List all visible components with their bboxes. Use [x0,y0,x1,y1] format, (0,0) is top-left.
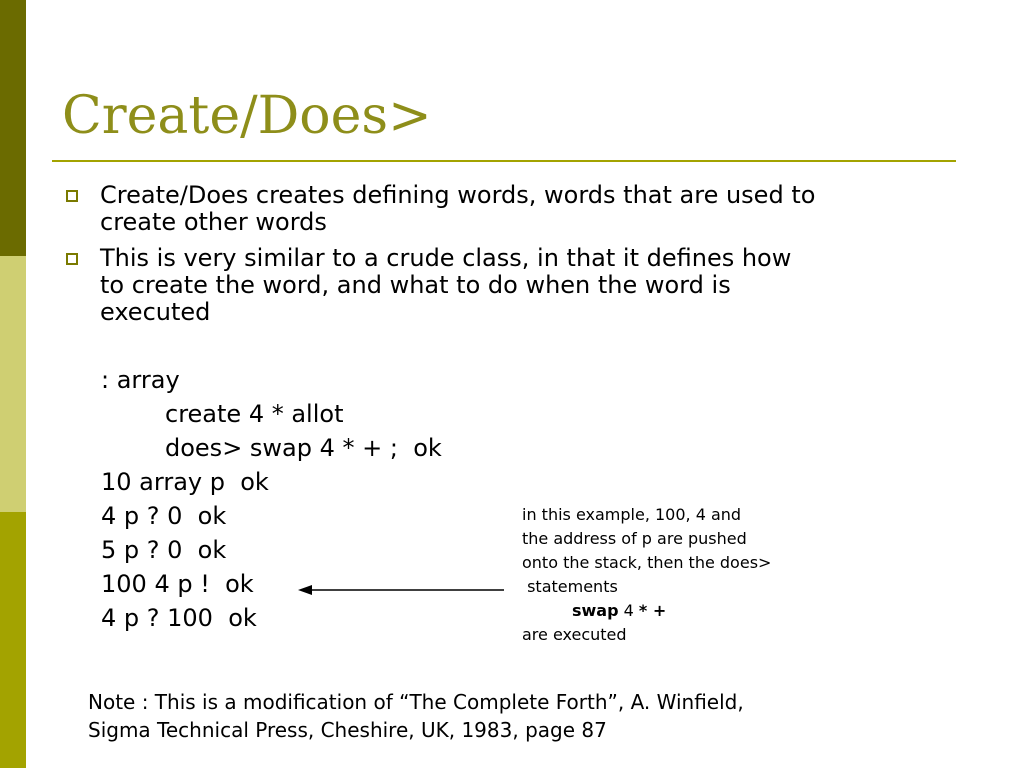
annotation-number: 4 [618,601,639,620]
bullet-line: This is very similar to a crude class, in that it defines how [100,244,792,272]
note-line: Sigma Technical Press, Cheshire, UK, 1983, page 87 [88,718,607,742]
annotation-line: the address of p are pushed [522,529,747,548]
code-line: 4 p ? 0 ok [101,502,227,530]
square-bullet-icon [66,190,78,202]
code-line: create 4 * allot [165,400,344,428]
annotation-line [522,599,771,623]
annotation-line: in this example, 100, 4 and [522,505,742,524]
code-line: 100 4 p ! ok [101,570,254,598]
code-line: does> swap 4 * + ; ok [165,434,442,462]
operator-keywords: * + [638,601,667,620]
slide-title: Create/Does> [62,86,432,146]
annotation-text [522,503,771,647]
left-stripe-mid [0,512,26,768]
bullet-item [62,182,972,236]
note-line: Note : This is a modification of “The Complete Forth”, A. Winfield, [88,690,744,714]
bullet-line: Create/Does creates defining words, words that are used to [100,181,816,209]
code-line: 4 p ? 100 ok [101,604,257,632]
annotation-line: statements [522,577,618,596]
bullet-list [62,182,972,335]
source-note [88,688,744,744]
bullet-line: to create the word, and what to do when the word is [100,271,731,299]
swap-keyword: swap [572,601,619,620]
code-line: 5 p ? 0 ok [101,536,227,564]
title-divider [52,160,956,162]
left-stripe-light [0,256,26,512]
square-bullet-icon [66,253,78,265]
code-line: : array [101,366,180,394]
bullet-line: create other words [100,208,327,236]
code-line: 10 array p ok [101,468,269,496]
left-stripe-dark [0,0,26,256]
bullet-item [62,245,972,326]
annotation-line: are executed [522,625,627,644]
annotation-arrow [296,580,506,600]
annotation-line: onto the stack, then the does> [522,553,772,572]
bullet-line: executed [100,298,211,326]
